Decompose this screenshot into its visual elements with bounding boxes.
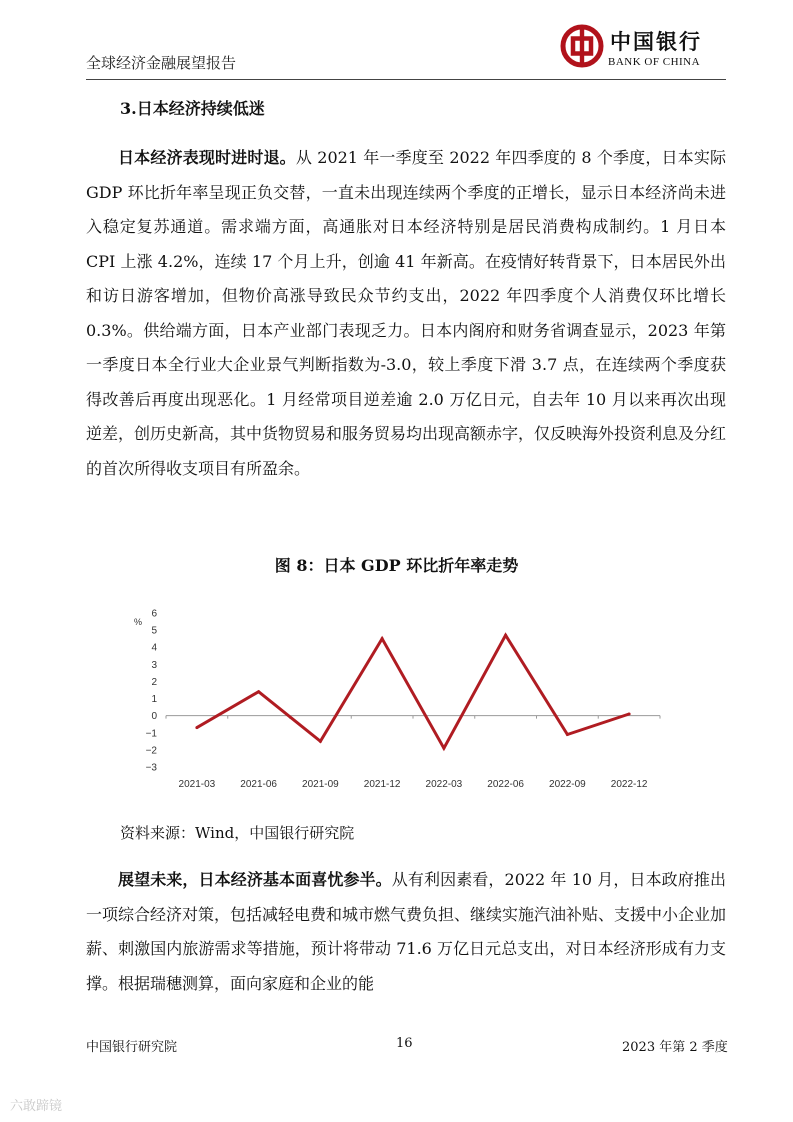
- footer-page-number: 16: [396, 1036, 413, 1051]
- paragraph-1-body: 从 2021 年一季度至 2022 年四季度的 8 个季度，日本实际 GDP 环比折年率呈现正负交替，一直未出现连续两个季度的正增长，显示日本经济尚未进入稳定复苏通道。需求端方面，高通胀对日本经济特别是居民消费构成制约。1 月日本 CPI 上涨 4.2%，连续 17 个月上升，创逾 41 年新高。在疫情好转背景下，日本居民外出和访日游客增加，但物价高涨导致民众节约支出，2022 年四季度个人消费仅环比增长 0.3%。供给端方面，日本产业部门表现乏力。日本内阁府和财务省调查显示，2023 年第一季度日本全行业大企业景气判断指数为-3.0，较上季度下滑 3.7 点，在连续两个季度获得改善后再度出现恶化。1 月经常项目逆差逾 2.0 万亿日元，自去年 10 月以来再次出现逆差，创历史新高，其中货物贸易和服务贸易均出现高额赤字，仅反映海外投资利息及分红的首次所得收支项目有所盈余。: [86, 148, 727, 478]
- figure-source: 资料来源：Wind，中国银行研究院: [120, 824, 355, 842]
- y-tick-label: −2: [145, 745, 157, 757]
- y-tick-label: −1: [145, 728, 157, 740]
- gdp-data-point: [442, 747, 445, 750]
- paragraph-1: [86, 141, 726, 486]
- x-tick-label: 2022-09: [549, 779, 586, 790]
- y-tick-label: −3: [145, 762, 157, 774]
- bank-logo: [560, 20, 730, 76]
- y-axis-unit-label: %: [134, 617, 143, 627]
- watermark: 六敢蹄镜: [10, 1099, 63, 1114]
- report-title: 全球经济金融展望报告: [86, 54, 237, 72]
- section-heading: 3.日本经济持续低迷: [120, 99, 265, 118]
- x-tick-label: 2021-03: [178, 779, 216, 790]
- y-tick-label: 6: [151, 608, 157, 620]
- x-tick-label: 2022-12: [610, 779, 648, 790]
- x-tick-label: 2022-03: [425, 779, 463, 790]
- gdp-data-point: [566, 733, 569, 736]
- x-tick-label: 2022-06: [487, 779, 524, 790]
- gdp-series-line: [197, 635, 629, 748]
- y-tick-label: 3: [151, 659, 157, 671]
- footer-org: 中国银行研究院: [86, 1040, 178, 1055]
- gdp-data-point: [195, 726, 198, 729]
- paragraph-1-lead: 日本经济表现时进时退。: [118, 148, 296, 167]
- x-tick-label: 2021-12: [363, 779, 401, 790]
- gdp-data-point: [504, 634, 507, 637]
- header-divider: [86, 79, 726, 80]
- gdp-data-point: [381, 637, 384, 640]
- y-tick-label: 1: [151, 694, 157, 706]
- y-tick-label: 5: [151, 625, 157, 637]
- gdp-data-point: [257, 690, 260, 693]
- gdp-line-chart: [130, 605, 670, 795]
- y-tick-label: 4: [151, 642, 157, 654]
- figure-title: 图 8：日本 GDP 环比折年率走势: [274, 556, 519, 575]
- logo-english-name: BANK OF CHINA: [608, 56, 701, 68]
- x-tick-label: 2021-09: [302, 779, 339, 790]
- logo-chinese-name: 中国银行: [610, 29, 702, 54]
- paragraph-2-body: 从有利因素看，2022 年 10 月，日本政府推出一项综合经济对策，包括减轻电费和城市燃气费负担、继续实施汽油补贴、支援中小企业加薪、刺激国内旅游需求等措施，预计将带动 71.6 万亿日元总支出，对日本经济形成有力支撑。根据瑞穗测算，面向家庭和企业的能: [86, 870, 727, 993]
- paragraph-2: [86, 863, 726, 1001]
- y-tick-label: 2: [151, 676, 157, 688]
- gdp-data-point: [628, 712, 631, 715]
- paragraph-2-lead: 展望未来，日本经济基本面喜忧参半。: [118, 870, 392, 889]
- bank-of-china-emblem-icon: [560, 24, 604, 68]
- y-tick-label: 0: [151, 711, 157, 723]
- x-tick-label: 2021-06: [240, 779, 277, 790]
- footer-period: 2023 年第 2 季度: [622, 1040, 728, 1055]
- gdp-data-point: [319, 740, 322, 743]
